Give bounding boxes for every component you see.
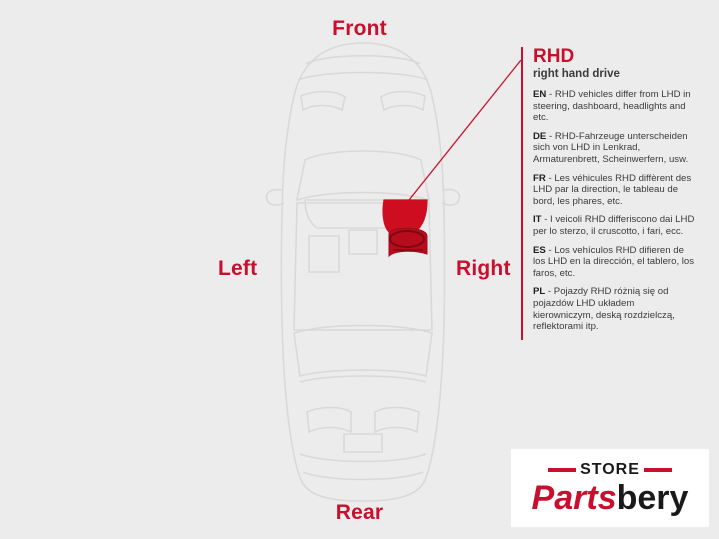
rhd-subtitle: right hand drive <box>533 68 620 80</box>
info-text-en: - RHD vehicles differ from LHD in steering, dashboard, headlights and etc. <box>533 89 691 124</box>
car-top-view-icon <box>243 40 483 502</box>
info-text-de: - RHD-Fahrzeuge unterscheiden sich von LHD in Lenkrad, Armaturenbrett, Scheinwerfern, usw. <box>533 130 689 165</box>
info-entry-fr <box>533 173 696 208</box>
info-entry-en <box>533 89 696 124</box>
rhd-info-panel <box>521 47 696 340</box>
logo-store-text: STORE <box>580 460 640 478</box>
lang-code-pl: PL <box>533 286 546 298</box>
rhd-title: RHD <box>533 46 575 67</box>
brand-logo <box>511 449 709 527</box>
lang-code-fr: FR <box>533 172 546 184</box>
info-text-fr: - Les véhicules RHD diffèrent des LHD par la direction, le tableau de bord, les phares, etc. <box>533 172 692 207</box>
steering-wheel-highlight-icon <box>383 200 427 256</box>
logo-bar-left-icon <box>548 468 576 472</box>
info-entry-es <box>533 245 696 280</box>
lang-code-de: DE <box>533 130 547 142</box>
orientation-label-left: Left <box>218 257 258 280</box>
info-entry-de <box>533 131 696 166</box>
info-entry-it <box>533 214 696 237</box>
orientation-label-right: Right <box>456 257 511 280</box>
info-entry-pl <box>533 286 696 332</box>
info-text-it: - I veicoli RHD differiscono dai LHD per lo sterzo, il cruscotto, i fari, ecc. <box>533 214 695 237</box>
lang-code-it: IT <box>533 214 542 226</box>
lang-code-es: ES <box>533 244 546 256</box>
info-text-es: - Los vehículos RHD difieren de los LHD en la dirección, el tablero, los faros, etc. <box>533 244 695 279</box>
logo-store-row <box>548 461 672 479</box>
info-text-pl: - Pojazdy RHD różnią się od pojazdów LHD układem kierowniczym, deską rozdzielczą, reflektorami itp. <box>533 286 675 333</box>
orientation-label-rear: Rear <box>335 501 384 524</box>
logo-wordmark <box>532 480 689 516</box>
lang-code-en: EN <box>533 89 547 100</box>
logo-parts-text: Parts <box>531 478 617 517</box>
logo-bar-right-icon <box>644 468 672 472</box>
orientation-label-front: Front <box>332 17 387 40</box>
logo-bery-text: bery <box>616 478 689 517</box>
